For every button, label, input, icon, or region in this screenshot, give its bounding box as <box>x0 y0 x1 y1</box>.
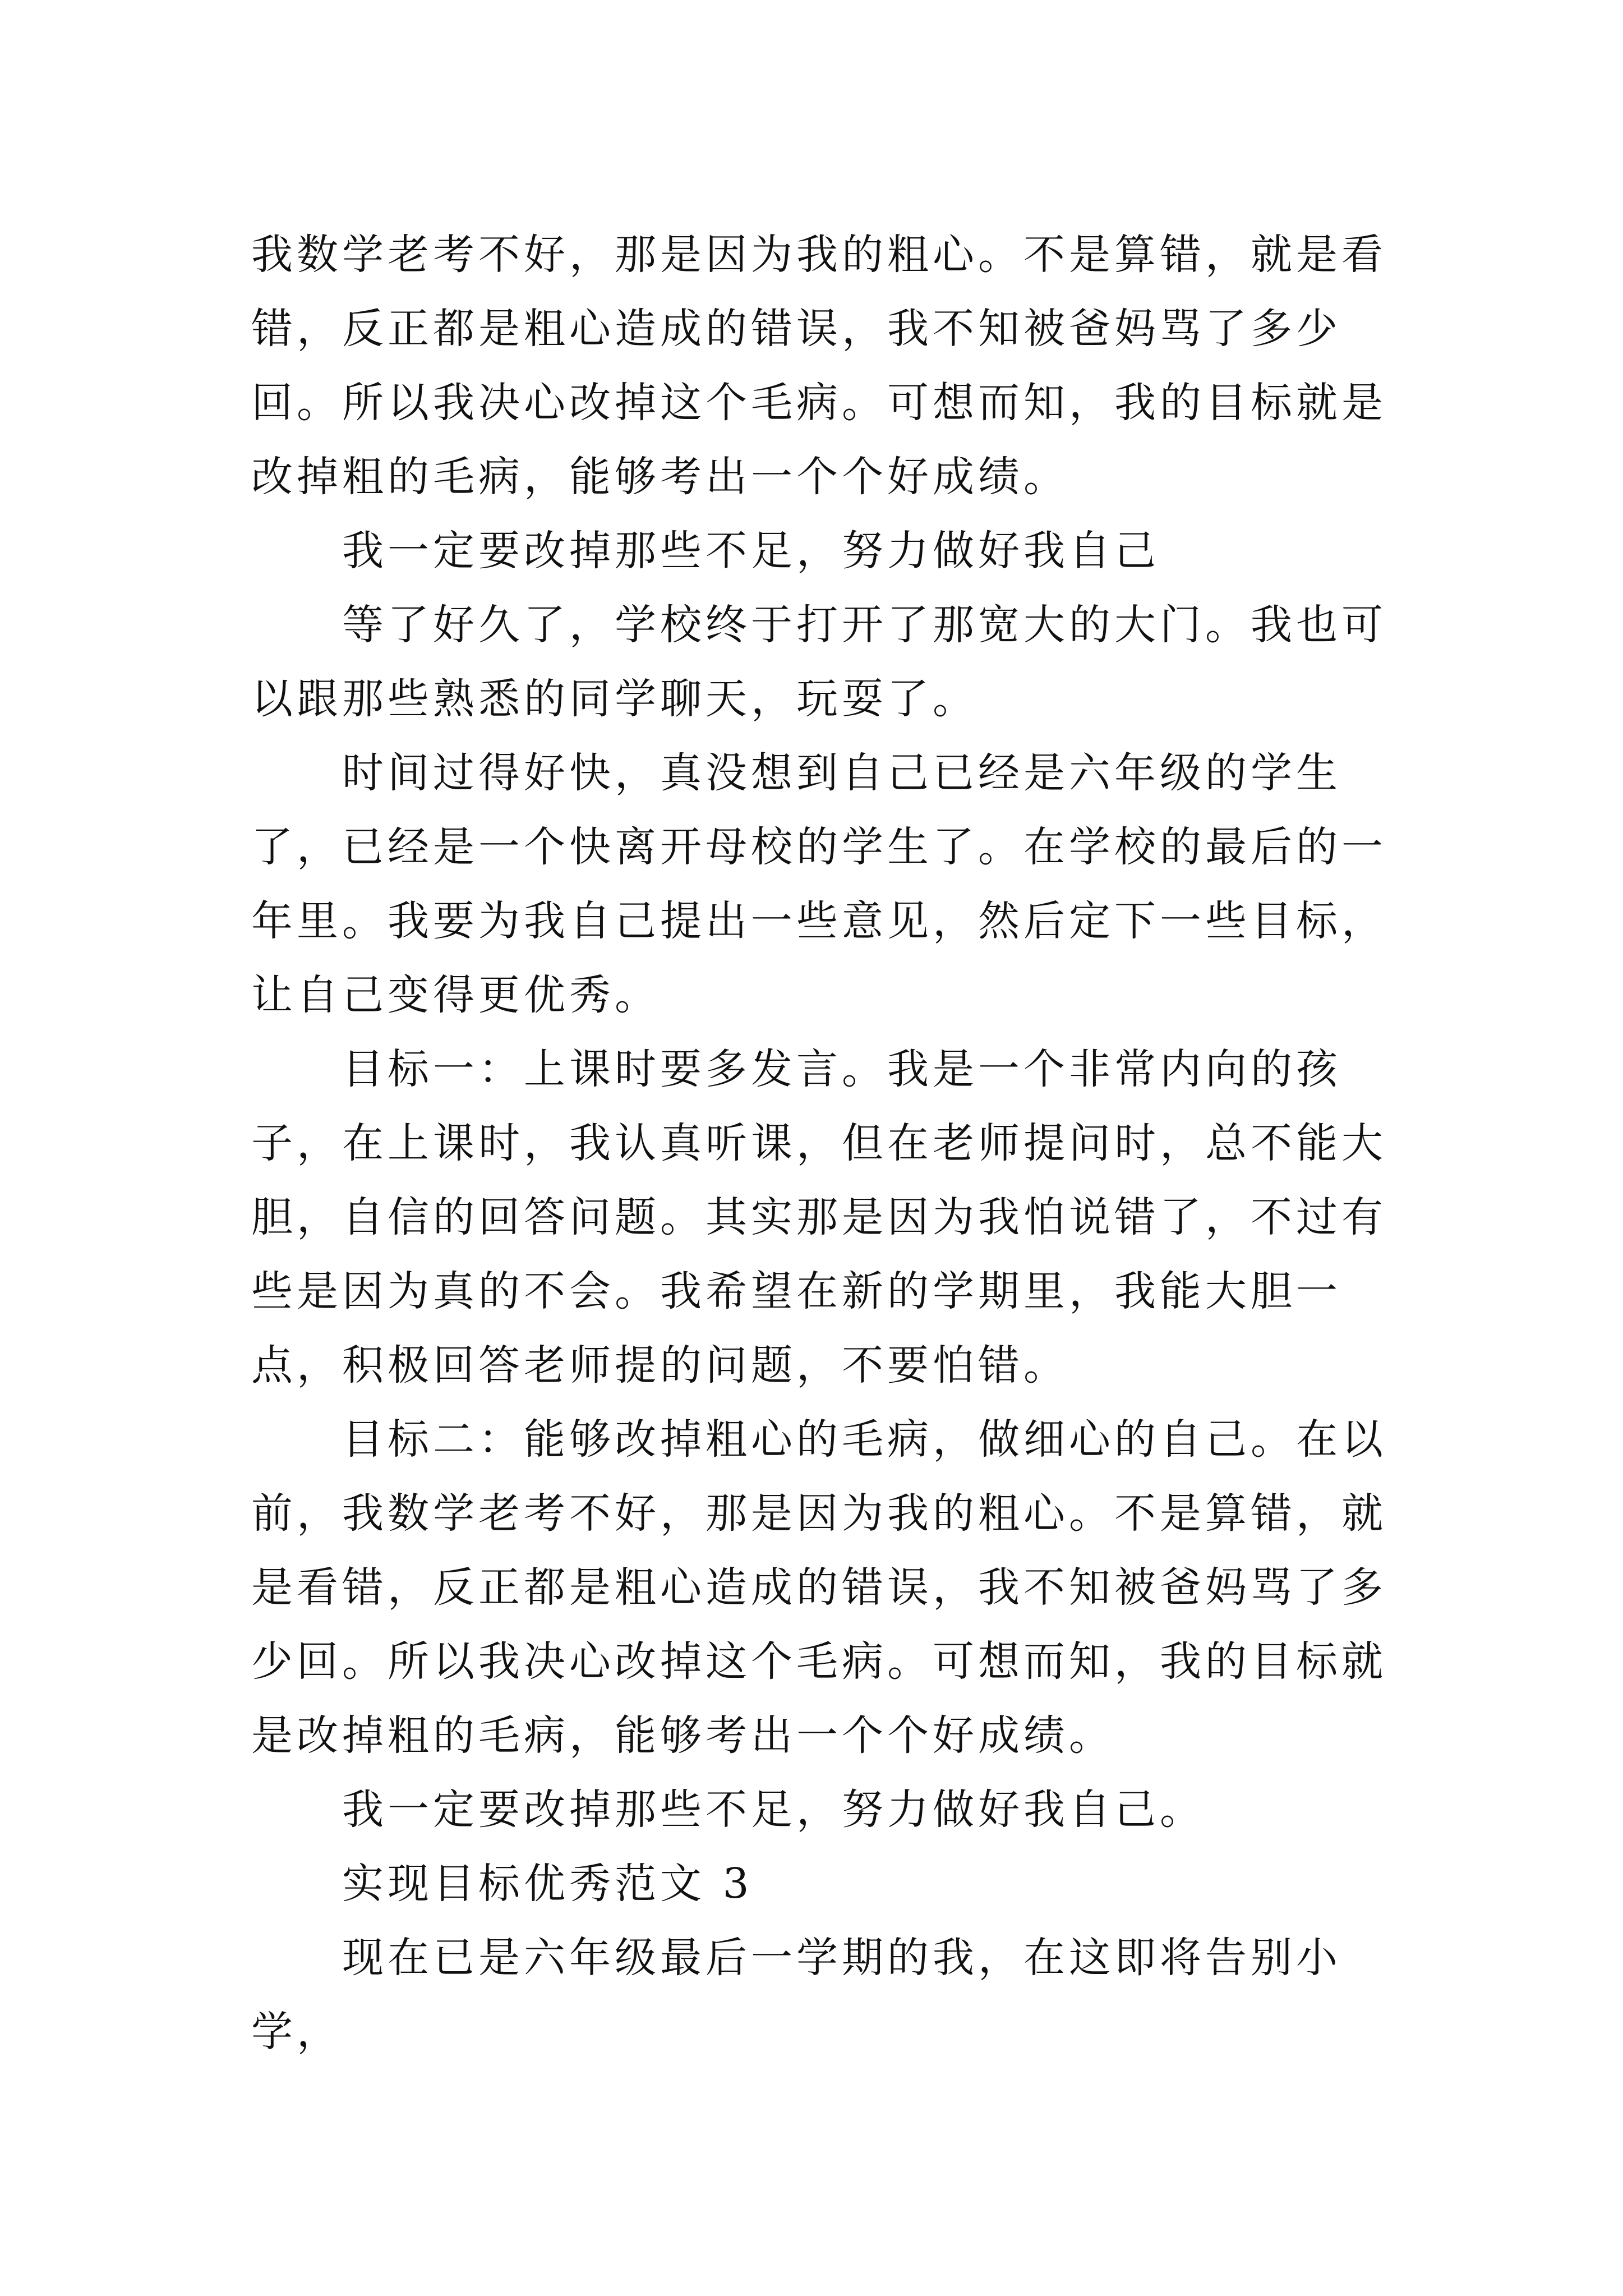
paragraph-6: 目标二：能够改掉粗心的毛病，做细心的自己。在以前，我数学老考不好，那是因为我的粗心。不是算错，就是看错，反正都是粗心造成的错误，我不知被爸妈骂了多少回。所以我决心改掉这个毛病。可想而知，我的目标就是改掉粗的毛病，能够考出一个个好成绩。 <box>251 1415 1387 1760</box>
paragraph-2: 我一定要改掉那些不足，努力做好我自己 <box>342 527 1160 575</box>
paragraph-1: 我数学老考不好，那是因为我的粗心。不是算错，就是看错，反正都是粗心造成的错误，我不知被爸妈骂了多少回。所以我决心改掉这个毛病。可想而知，我的目标就是改掉粗的毛病，能够考出一个个好成绩。 <box>251 231 1387 501</box>
paragraph-3: 等了好久了，学校终于打开了那宽大的大门。我也可以跟那些熟悉的同学聊天，玩耍了。 <box>251 601 1387 723</box>
paragraph-5: 目标一：上课时要多发言。我是一个非常内向的孩子，在上课时，我认真听课，但在老师提问时，总不能大胆，自信的回答问题。其实那是因为我怕说错了，不过有些是因为真的不会。我希望在新的学期里，我能大胆一点，积极回答老师提的问题，不要怕错。 <box>251 1045 1387 1389</box>
paragraph-7: 我一定要改掉那些不足，努力做好我自己。 <box>342 1786 1205 1834</box>
section-heading: 实现目标优秀范文 3 <box>342 1860 753 1908</box>
document-body <box>251 218 1395 2069</box>
paragraph-4: 时间过得好快，真没想到自己已经是六年级的学生了，已经是一个快离开母校的学生了。在学校的最后的一年里。我要为我自己提出一些意见，然后定下一些目标，让自己变得更优秀。 <box>251 749 1387 1019</box>
paragraph-9: 现在已是六年级最后一学期的我，在这即将告别小学， <box>251 1934 1341 2056</box>
